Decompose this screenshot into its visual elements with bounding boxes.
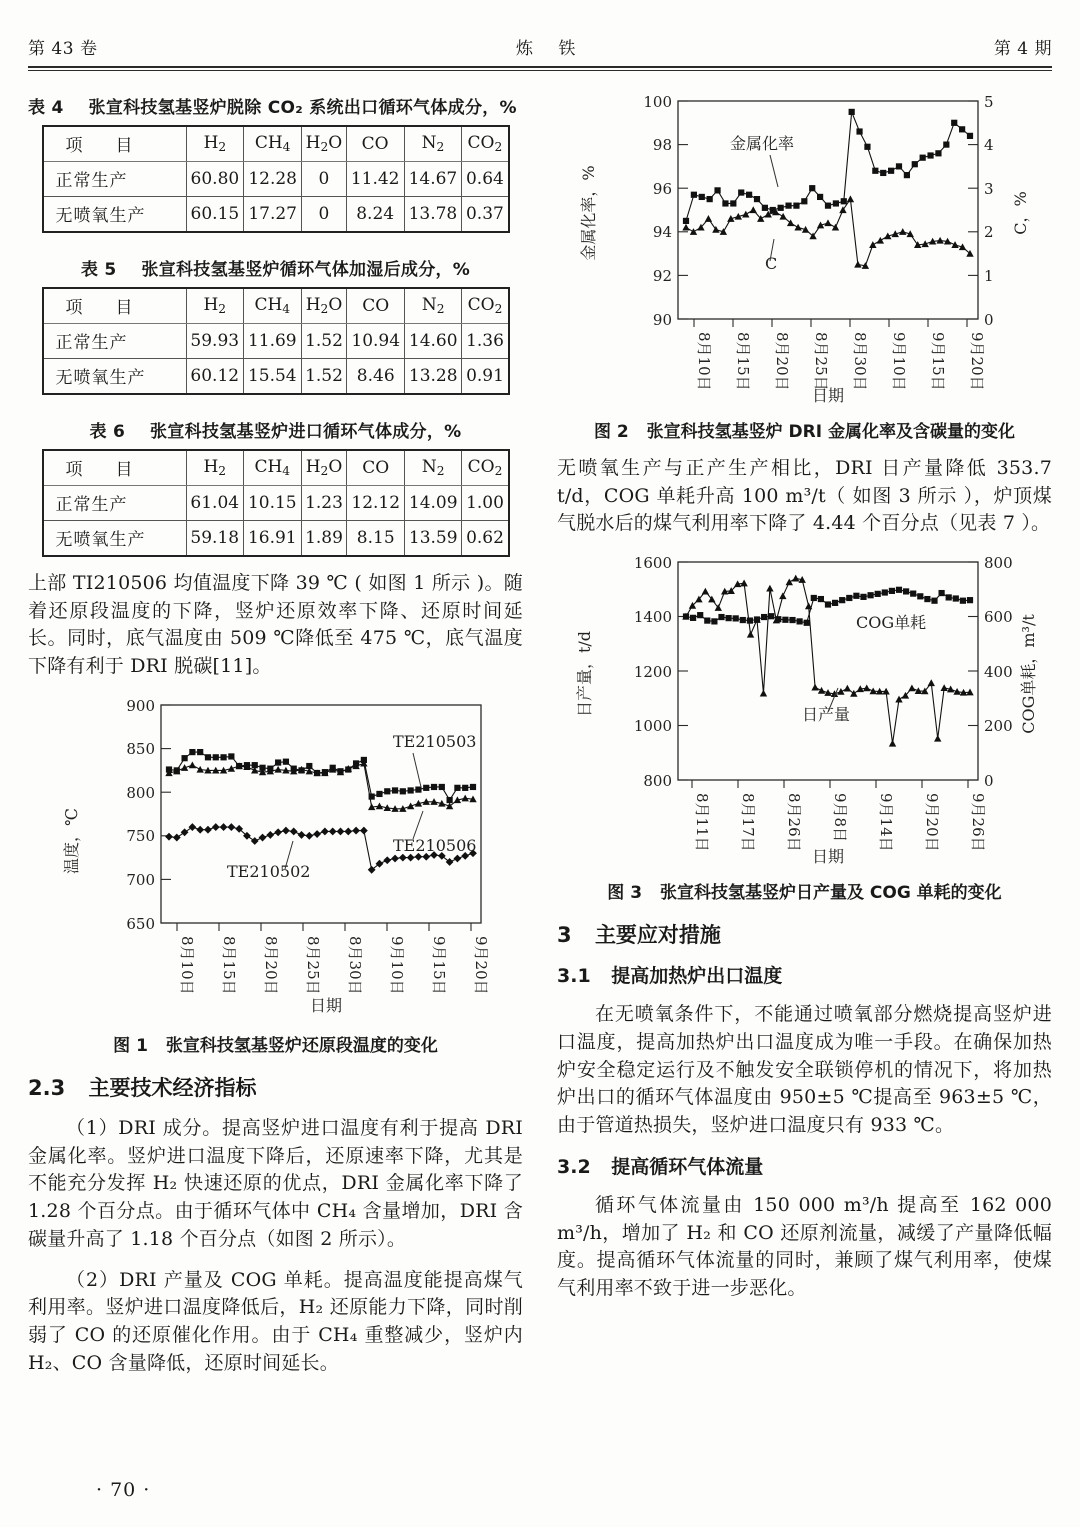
table5-r1-c5: 0.91	[462, 359, 509, 395]
table4	[42, 125, 510, 233]
table-row	[43, 359, 509, 395]
left-column	[28, 87, 523, 1378]
fig1-xtick-4: 8月30日	[345, 935, 364, 995]
table4-r1-c0: 60.15	[186, 197, 244, 233]
page-number: · 70 ·	[96, 1479, 151, 1501]
table6-col-co: CO	[347, 450, 405, 486]
fig3-xtick-5: 9月20日	[922, 793, 941, 852]
section-2-3-title: 主要技术经济指标	[88, 1075, 257, 1100]
table6-r0-c0: 61.04	[186, 486, 244, 521]
table4-r0-label: 正常生产	[43, 162, 187, 197]
fig1-xtick-6: 9月15日	[429, 935, 448, 995]
fig2-right-y-axis	[968, 93, 994, 329]
fig1-xtick-0: 8月10日	[177, 935, 196, 995]
svg-text:94: 94	[652, 223, 672, 241]
figure-1	[28, 691, 523, 1021]
svg-text:1000: 1000	[633, 717, 672, 736]
table4-r1-c5: 0.37	[462, 197, 509, 233]
table4-caption-text: 张宣科技氢基竖炉脱除 CO₂ 系统出口循环气体成分，%	[88, 98, 517, 118]
table6	[42, 449, 510, 557]
table6-r1-label: 无喷氧生产	[43, 521, 187, 557]
table5-caption-num: 表 5	[80, 260, 117, 280]
section-3-2-title: 提高循环气体流量	[611, 1155, 764, 1178]
figure-2	[557, 87, 1052, 407]
table5-col-item: 项 目	[43, 288, 187, 324]
svg-text:850: 850	[125, 739, 155, 758]
fig2-caption-num: 图 2	[593, 422, 629, 442]
fig1-y-axis-title: 温度，℃	[61, 807, 81, 874]
fig1-xtick-7: 9月20日	[471, 935, 490, 995]
table4-r1-c3: 8.24	[346, 197, 404, 233]
fig3-label-cog: COG单耗	[855, 613, 926, 633]
table5-r1-c2: 1.52	[301, 359, 347, 395]
fig1-xtick-3: 8月25日	[303, 935, 322, 995]
table4-r0-c0: 60.80	[186, 162, 244, 197]
section-3-1-title: 提高加热炉出口温度	[611, 965, 783, 988]
fig2-plot-frame	[678, 101, 978, 319]
table4-r1-c1: 17.27	[244, 197, 302, 233]
fig3-left-y-axis	[633, 554, 687, 790]
table5-col-n2: $N_2$	[404, 288, 462, 324]
fig3-right-y-axis	[968, 554, 1013, 790]
svg-text:600: 600	[983, 608, 1013, 627]
fig3-annotations	[802, 613, 926, 724]
svg-text:700: 700	[125, 870, 155, 889]
table6-col-h2: $H_2$	[186, 450, 244, 486]
table4-r1-label: 无喷氧生产	[43, 197, 187, 233]
para-heater-temp: 在无喷氧条件下，不能通过喷氧部分燃烧提高竖炉进口温度，提高加热炉出口温度成为唯一手段。在确保加热炉安全稳定运行及不触发安全联锁停机的情况下，将加热炉出口的循环气体温度由 950±5 ℃提高至 963±5 ℃，由于管道热损失，竖炉进口温度只有 933 ℃。	[557, 1003, 1052, 1137]
fig1-x-axis	[177, 923, 490, 995]
table6-col-h2o: $H_2O$	[301, 450, 347, 486]
page-columns	[28, 87, 1052, 1378]
svg-text:0: 0	[983, 311, 994, 329]
table5-r1-c1: 15.54	[244, 359, 302, 395]
fig2-xtick-0: 8月10日	[694, 332, 713, 391]
svg-text:1600: 1600	[633, 554, 672, 573]
table5-r0-c2: 1.52	[301, 324, 347, 359]
figure-1-svg	[41, 691, 511, 1021]
header-rule	[28, 66, 1052, 71]
fig2-xtick-6: 9月15日	[928, 332, 947, 391]
section-3-heading	[557, 919, 1052, 949]
fig2-xtick-7: 9月20日	[967, 332, 986, 391]
table6-caption	[28, 417, 523, 442]
table4-r0-c2: 0	[302, 162, 347, 197]
svg-text:200: 200	[983, 717, 1013, 736]
table5-r0-c5: 1.36	[462, 324, 509, 359]
table5-r1-c0: 60.12	[186, 359, 244, 395]
fig2-series-group	[682, 109, 973, 269]
fig3-caption-num: 图 3	[607, 883, 643, 904]
table4-r1-c2: 0	[302, 197, 347, 233]
fig2-xtick-5: 9月10日	[889, 332, 908, 391]
fig1-label-te210506: TE210506	[392, 835, 476, 855]
fig1-caption-num: 图 1	[113, 1035, 148, 1056]
journal-name: 炼 铁	[515, 39, 586, 59]
svg-text:400: 400	[983, 663, 1013, 682]
fig3-xtick-2: 8月26日	[784, 793, 803, 852]
table6-col-ch4: $CH_4$	[244, 450, 302, 486]
table4-col-ch4: $CH_4$	[244, 126, 302, 162]
table6-r0-c1: 10.15	[244, 486, 302, 521]
table4-r0-c3: 11.42	[346, 162, 404, 197]
table5-col-h2o: $H_2O$	[301, 288, 347, 324]
fig3-xtick-1: 8月17日	[738, 793, 757, 852]
svg-text:900: 900	[125, 696, 155, 715]
table6-caption-num: 表 6	[89, 422, 126, 442]
table4-col-co2: $CO_2$	[462, 126, 509, 162]
table4-col-h2o: $H_2O$	[302, 126, 347, 162]
fig3-caption-text: 张宣科技氢基竖炉日产量及 COG 单耗的变化	[659, 883, 1002, 904]
svg-text:3: 3	[983, 180, 994, 198]
volume-label: 第 43 卷	[28, 39, 98, 59]
table5-caption	[28, 255, 523, 280]
svg-text:1: 1	[983, 267, 994, 285]
svg-text:800: 800	[125, 783, 155, 802]
fig1-y-axis	[126, 697, 171, 933]
section-2-3-heading	[28, 1072, 523, 1102]
fig2-xtick-3: 8月25日	[811, 332, 830, 391]
running-head	[28, 0, 1052, 59]
fig1-x-axis-title: 日期	[309, 995, 342, 1015]
figure-3	[557, 548, 1052, 868]
figure-3-svg	[560, 548, 1050, 868]
table5-r0-label: 正常生产	[43, 324, 187, 359]
table6-col-co2: $CO_2$	[462, 450, 509, 486]
table6-r0-c4: 14.09	[404, 486, 462, 521]
table4-r1-c4: 13.78	[404, 197, 462, 233]
section-3-title: 主要应对措施	[594, 923, 721, 948]
table4-col-item: 项 目	[43, 126, 187, 162]
table5-r0-c1: 11.69	[244, 324, 302, 359]
svg-text:1200: 1200	[633, 663, 672, 682]
table6-r1-c4: 13.59	[404, 521, 462, 557]
table4-r0-c1: 12.28	[244, 162, 302, 197]
table4-header-row	[43, 126, 509, 162]
para-dri-composition: （1）DRI 成分。提高竖炉进口温度有利于提高 DRI 金属化率。竖炉进口温度下降后，还原速率下降，尤其是不能充分发挥 H₂ 快速还原的优点，DRI 金属化率下降了 1.28 个百分点。由于循环气体中 CH₄ 含量增加，DRI 含碳量升高了 1.18 个百分点（如图 2 所示）。	[28, 1116, 523, 1250]
table4-col-h2: $H_2$	[186, 126, 244, 162]
table-row	[43, 521, 509, 557]
fig2-right-axis-title: C，%	[1010, 191, 1030, 235]
svg-text:96: 96	[652, 180, 672, 198]
section-3-1-number: 3.1	[557, 965, 591, 988]
fig3-xtick-4: 9月14日	[876, 793, 895, 852]
para-dri-output-cog: （2）DRI 产量及 COG 单耗。提高温度能提高煤气利用率。竖炉进口温度降低后，H₂ 还原能力下降，同时削弱了 CO 的还原催化作用。由于 CH₄ 重整减少，竖炉内 H₂、CO 含量降低，还原时间延长。	[28, 1268, 523, 1374]
para-gas-flow: 循环气体流量由 150 000 m³/h 提高至 162 000 m³/h，增加了 H₂ 和 CO 还原剂流量，减缓了产量降低幅度。提高循环气体流量的同时，兼顾了煤气利用率，使煤气利用率不致于进一步恶化。	[557, 1193, 1052, 1300]
fig1-label-te210502: TE210502	[226, 861, 310, 881]
fig2-label-c: C	[764, 254, 777, 273]
fig3-left-axis-title: 日产量，t/d	[574, 631, 594, 718]
table6-col-n2: $N_2$	[404, 450, 462, 486]
table5-r1-c3: 8.46	[347, 359, 405, 395]
section-3-1-heading	[557, 961, 1052, 988]
fig2-x-axis	[694, 319, 986, 391]
figure-3-caption	[557, 878, 1052, 903]
svg-text:4: 4	[983, 136, 994, 154]
fig3-xtick-6: 9月26日	[968, 793, 987, 852]
table6-r0-c2: 1.23	[301, 486, 347, 521]
table5-header-row	[43, 288, 509, 324]
fig2-label-metallization: 金属化率	[729, 134, 794, 153]
svg-text:92: 92	[652, 267, 672, 285]
table-row	[43, 486, 509, 521]
svg-text:750: 750	[125, 826, 155, 845]
issue-label: 第 4 期	[993, 39, 1052, 59]
fig3-xtick-3: 9月8日	[830, 793, 849, 843]
fig2-xtick-2: 8月20日	[772, 332, 791, 391]
fig3-x-axis	[692, 780, 987, 852]
svg-text:1400: 1400	[633, 608, 672, 627]
table5-col-co2: $CO_2$	[462, 288, 509, 324]
section-2-3-number: 2.3	[28, 1075, 66, 1100]
table6-r0-c3: 12.12	[347, 486, 405, 521]
table5	[42, 287, 510, 395]
svg-text:0: 0	[983, 772, 994, 791]
table5-caption-text: 张宣科技氢基竖炉循环气体加湿后成分，%	[141, 260, 471, 280]
para-output-decline: 无喷氧生产与正产生产相比，DRI 日产量降低 353.7 t/d，COG 单耗升高 100 m³/t（ 如图 3 所示 ），炉顶煤气脱水后的煤气利用率下降了 4.44 个百分点（见表 7 ）。	[557, 457, 1052, 535]
fig3-x-axis-title: 日期	[811, 847, 844, 867]
table5-col-h2: $H_2$	[186, 288, 244, 324]
table6-r1-c1: 16.91	[244, 521, 302, 557]
table5-r1-c4: 13.28	[404, 359, 462, 395]
fig1-series-group	[165, 749, 477, 874]
svg-text:800: 800	[983, 554, 1013, 573]
table4-r0-c5: 0.64	[462, 162, 509, 197]
fig2-annotations	[730, 134, 794, 273]
table5-col-ch4: $CH_4$	[244, 288, 302, 324]
fig2-xtick-1: 8月15日	[733, 332, 752, 391]
table6-caption-text: 张宣科技氢基竖炉进口循环气体成分，%	[150, 422, 462, 442]
fig2-left-axis-title: 金属化率，%	[578, 165, 598, 261]
section-3-number: 3	[557, 923, 572, 948]
svg-text:5: 5	[983, 93, 994, 111]
fig3-label-output: 日产量	[801, 705, 850, 725]
table5-r0-c3: 10.94	[347, 324, 405, 359]
svg-text:2: 2	[983, 223, 994, 241]
fig2-left-y-axis	[643, 93, 688, 329]
fig2-xtick-4: 8月30日	[850, 332, 869, 391]
svg-text:100: 100	[642, 93, 672, 111]
figure-1-caption	[28, 1031, 523, 1056]
svg-text:98: 98	[652, 136, 672, 154]
table5-r1-label: 无喷氧生产	[43, 359, 187, 395]
svg-text:90: 90	[652, 311, 672, 329]
table-row	[43, 162, 509, 197]
fig3-right-axis-title: COG单耗，m³/t	[1018, 614, 1038, 734]
table6-r0-label: 正常生产	[43, 486, 187, 521]
table6-r1-c5: 0.62	[462, 521, 509, 557]
table6-col-item: 项 目	[43, 450, 187, 486]
table6-header-row	[43, 450, 509, 486]
svg-text:650: 650	[125, 914, 155, 933]
table4-col-co: CO	[346, 126, 404, 162]
table4-caption	[28, 93, 523, 118]
fig2-x-axis-title: 日期	[811, 386, 844, 405]
fig1-xtick-2: 8月20日	[261, 935, 280, 995]
figure-2-caption	[557, 417, 1052, 442]
table6-r0-c5: 1.00	[462, 486, 509, 521]
table4-caption-num: 表 4	[28, 98, 64, 118]
fig1-label-te210503: TE210503	[392, 731, 476, 751]
right-column	[557, 87, 1052, 1378]
para-temperature: 上部 TI210506 均值温度下降 39 ℃ ( 如图 1 所示 )。随着还原段温度的下降，竖炉还原效率下降、还原时间延长。同时，底气温度由 509 ℃降低至 475 ℃，底气温度下降有利于 DRI 脱碳[11]。	[28, 572, 523, 678]
table5-col-co: CO	[347, 288, 405, 324]
fig1-xtick-1: 8月15日	[219, 935, 238, 995]
svg-text:800: 800	[642, 772, 672, 791]
table5-r0-c0: 59.93	[186, 324, 244, 359]
section-3-2-number: 3.2	[557, 1155, 591, 1178]
table6-r1-c3: 8.15	[347, 521, 405, 557]
table5-r0-c4: 14.60	[404, 324, 462, 359]
fig3-xtick-0: 8月11日	[692, 793, 711, 852]
table4-r0-c4: 14.67	[404, 162, 462, 197]
table4-col-n2: $N_2$	[404, 126, 462, 162]
figure-2-svg	[560, 87, 1050, 407]
section-3-2-heading	[557, 1152, 1052, 1179]
table6-r1-c0: 59.18	[186, 521, 244, 557]
table-row	[43, 197, 509, 233]
fig1-xtick-5: 9月10日	[387, 935, 406, 995]
table-row	[43, 324, 509, 359]
fig1-caption-text: 张宣科技氢基竖炉还原段温度的变化	[165, 1035, 438, 1056]
table6-r1-c2: 1.89	[301, 521, 347, 557]
fig2-caption-text: 张宣科技氢基竖炉 DRI 金属化率及含碳量的变化	[646, 422, 1016, 442]
